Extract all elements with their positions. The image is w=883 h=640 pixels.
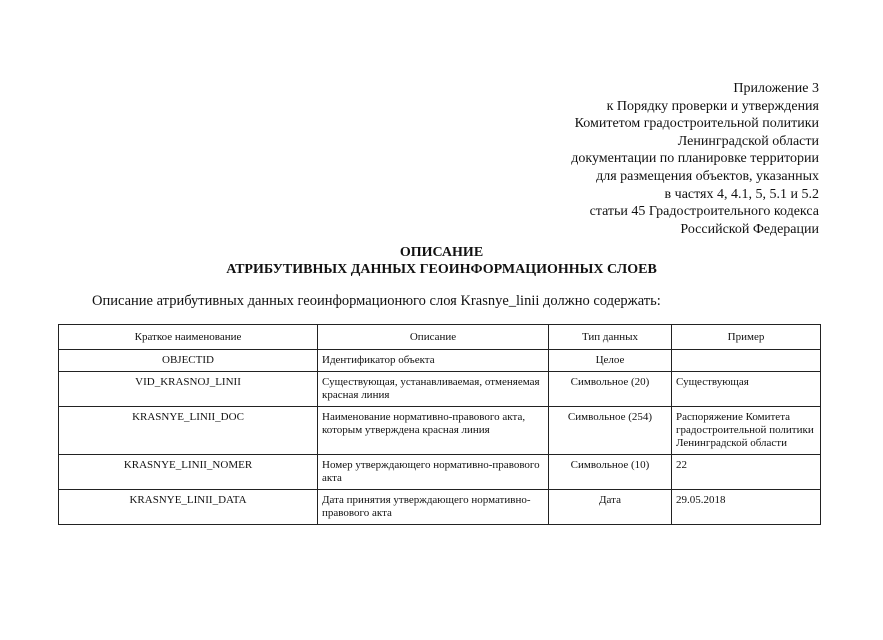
header-data-type: Тип данных bbox=[549, 325, 672, 350]
table-row bbox=[59, 372, 821, 407]
header-example: Пример bbox=[672, 325, 821, 350]
cell-description: Номер утверждающего нормативно-правового акта bbox=[318, 455, 549, 490]
appendix-line: в частях 4, 4.1, 5, 5.1 и 5.2 bbox=[664, 186, 819, 202]
cell-data-type: Символьное (10) bbox=[549, 455, 672, 490]
header-description: Описание bbox=[318, 325, 549, 350]
cell-description: Дата принятия утверждающего нормативно-правового акта bbox=[318, 490, 549, 525]
cell-description: Существующая, устанавливаемая, отменяемая красная линия bbox=[318, 372, 549, 407]
cell-short-name: OBJECTID bbox=[59, 350, 318, 372]
cell-description: Наименование нормативно-правового акта, которым утверждена красная линия bbox=[318, 407, 549, 455]
table-row bbox=[59, 455, 821, 490]
intro-paragraph: Описание атрибутивных данных геоинформационюго слоя Krasnye_linii должно содержать: bbox=[92, 293, 661, 309]
table-row bbox=[59, 490, 821, 525]
cell-data-type: Дата bbox=[549, 490, 672, 525]
cell-example: 22 bbox=[672, 455, 821, 490]
cell-short-name: KRASNYE_LINII_DATA bbox=[59, 490, 318, 525]
table-row bbox=[59, 407, 821, 455]
appendix-line: документации по планировке территории bbox=[571, 151, 819, 167]
cell-description: Идентификатор объекта bbox=[318, 350, 549, 372]
cell-example: 29.05.2018 bbox=[672, 490, 821, 525]
attributes-table bbox=[58, 324, 821, 525]
cell-short-name: KRASNYE_LINII_NOMER bbox=[59, 455, 318, 490]
appendix-line: Комитетом градостроительной политики bbox=[574, 116, 819, 132]
appendix-header bbox=[571, 80, 819, 238]
cell-data-type: Целое bbox=[549, 350, 672, 372]
appendix-line: Приложение 3 bbox=[733, 81, 819, 96]
table-row bbox=[59, 350, 821, 372]
cell-example: Распоряжение Комитета градостроительной политики Ленинградской области bbox=[672, 407, 821, 455]
cell-data-type: Символьное (20) bbox=[549, 372, 672, 407]
cell-example: Существующая bbox=[672, 372, 821, 407]
appendix-line: Российской Федерации bbox=[680, 221, 819, 237]
appendix-line: Ленинградской области bbox=[677, 133, 819, 149]
title-line-1: ОПИСАНИЕ bbox=[399, 245, 484, 260]
cell-short-name: KRASNYE_LINII_DOC bbox=[59, 407, 318, 455]
header-short-name: Краткое наименование bbox=[59, 325, 318, 350]
cell-example bbox=[672, 350, 821, 372]
appendix-line: к Порядку проверки и утверждения bbox=[606, 98, 819, 114]
appendix-line: для размещения объектов, указанных bbox=[596, 168, 819, 184]
cell-short-name: VID_KRASNOJ_LINII bbox=[59, 372, 318, 407]
document-title bbox=[0, 244, 883, 278]
title-line-2: АТРИБУТИВНЫХ ДАННЫХ ГЕОИНФОРМАЦИОННЫХ СЛОЕВ bbox=[226, 262, 657, 277]
cell-data-type: Символьное (254) bbox=[549, 407, 672, 455]
appendix-line: статьи 45 Градостроительного кодекса bbox=[589, 204, 819, 220]
table-header-row bbox=[59, 325, 821, 350]
